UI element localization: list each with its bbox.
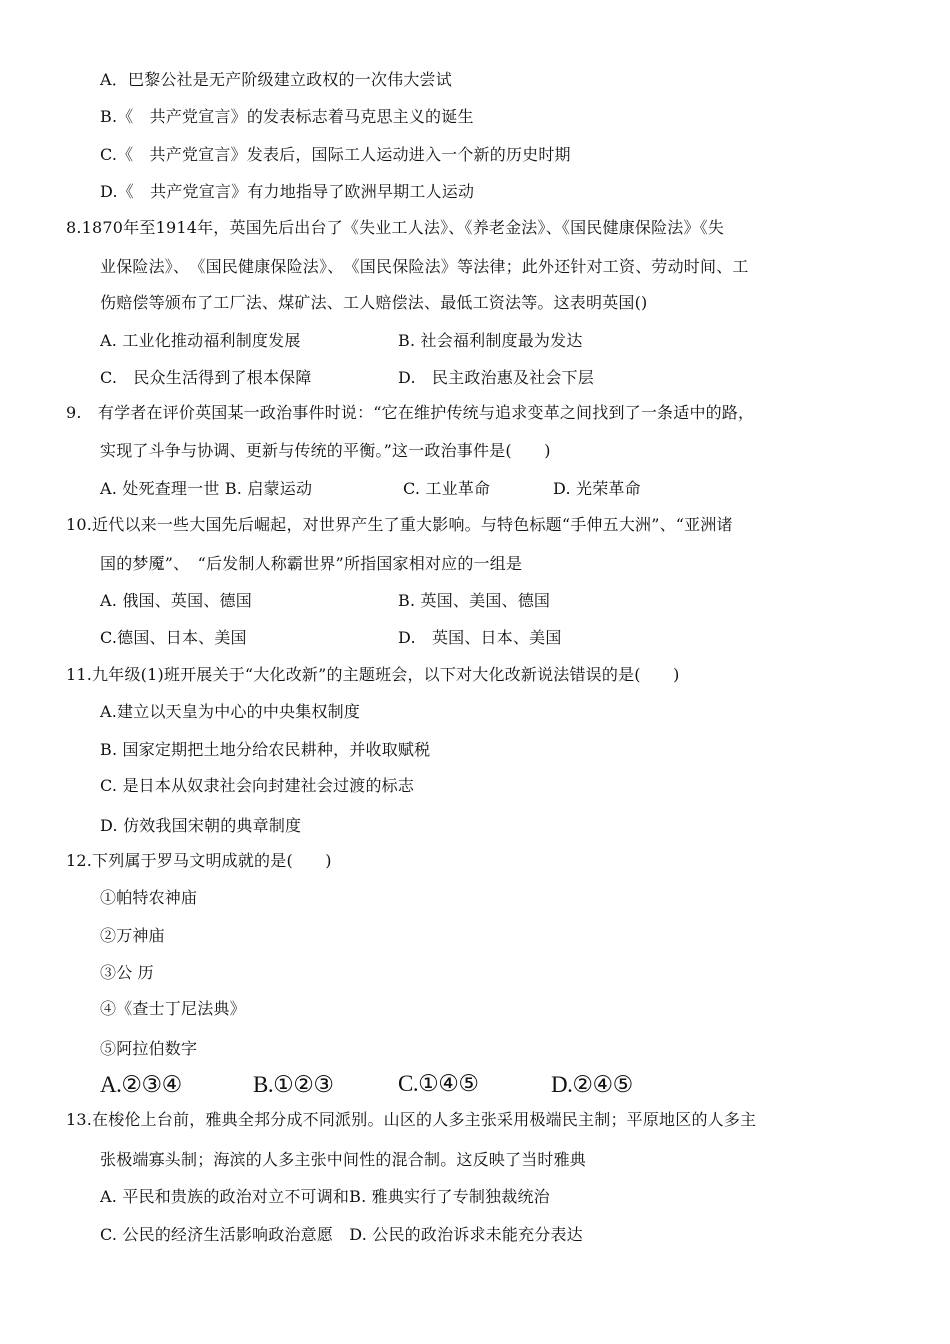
q7-option-a: A．巴黎公社是无产阶级建立政权的一次伟大尝试: [100, 70, 452, 89]
q10-option-d: D. 英国、日本、美国: [398, 628, 562, 647]
q10-option-a: A. 俄国、英国、德国: [100, 591, 252, 610]
q9-stem-line-2: 实现了斗争与协调、更新与传统的平衡。”这一政治事件是( ): [100, 441, 551, 460]
q8-option-c: C. 民众生活得到了根本保障: [100, 368, 312, 387]
q8-stem-line-1: 8.1870年至1914年，英国先后出台了《失业工人法》、《养老金法》、《国民健康保险法》《失: [66, 218, 725, 237]
q12-option-b: B.①②③: [253, 1072, 334, 1097]
q12-option-c: C.①④⑤: [398, 1071, 479, 1096]
q13-option-ab: A. 平民和贵族的政治对立不可调和B. 雅典实行了专制独裁统治: [100, 1187, 550, 1206]
q12-item-4: ④《查士丁尼法典》: [100, 999, 246, 1018]
q11-option-d: D. 仿效我国宋朝的典章制度: [100, 816, 302, 835]
q8-option-b: B. 社会福利制度最为发达: [398, 331, 583, 350]
q9-option-ab: A. 处死查理一世 B. 启蒙运动: [100, 479, 313, 498]
q12-item-5: ⑤阿拉伯数字: [100, 1039, 198, 1058]
q13-stem-line-2: 张极端寡头制；海滨的人多主张中间性的混合制。这反映了当时雅典: [100, 1150, 587, 1169]
q8-option-d: D. 民主政治惠及社会下层: [398, 368, 594, 387]
q8-stem-line-2: 业保险法》、 《国民健康保险法》、 《国民保险法》等法律；此外还针对工资、劳动时间、工: [100, 257, 749, 276]
q12-item-2: ②万神庙: [100, 926, 165, 945]
q8-option-a: A. 工业化推动福利制度发展: [100, 331, 301, 350]
q7-option-c: C.《 共产党宣言》发表后，国际工人运动进入一个新的历史时期: [100, 145, 571, 164]
q8-stem-line-3: 伤赔偿等颁布了工厂法、煤矿法、工人赔偿法、最低工资法等。这表明英国(): [100, 293, 648, 312]
q12-option-d: D.②④⑤: [551, 1072, 633, 1097]
q13-option-cd: C. 公民的经济生活影响政治意愿 D. 公民的政治诉求未能充分表达: [100, 1225, 583, 1244]
q11-option-c: C. 是日本从奴隶社会向封建社会过渡的标志: [100, 776, 415, 795]
q9-option-c: C. 工业革命: [403, 479, 491, 498]
q10-option-b: B. 英国、美国、德国: [398, 591, 551, 610]
q9-option-d: D. 光荣革命: [553, 479, 641, 498]
q10-stem-line-1: 10.近代以来一些大国先后崛起，对世界产生了重大影响。与特色标题“手伸五大洲”、“亚洲诸: [66, 515, 733, 534]
q13-stem-line-1: 13.在梭伦上台前，雅典全邦分成不同派别。山区的人多主张采用极端民主制；平原地区的人多主: [66, 1110, 757, 1129]
q11-stem-line-1: 11.九年级(1)班开展关于“大化改新”的主题班会，以下对大化改新说法错误的是( ): [66, 665, 680, 684]
q7-option-b: B.《 共产党宣言》的发表标志着马克思主义的诞生: [100, 107, 474, 126]
q12-stem-line-1: 12.下列属于罗马文明成就的是( ): [66, 851, 332, 870]
q12-item-3: ③公 历: [100, 963, 154, 982]
q10-option-c: C.德国、日本、美国: [100, 628, 247, 647]
q12-option-a: A.②③④: [100, 1072, 182, 1097]
q11-option-b: B. 国家定期把土地分给农民耕种，并收取赋税: [100, 740, 431, 759]
q11-option-a: A.建立以天皇为中心的中央集权制度: [100, 702, 361, 721]
q10-stem-line-2: 国的梦魇”、 “后发制人称霸世界”所指国家相对应的一组是: [100, 554, 523, 573]
q7-option-d: D.《 共产党宣言》有力地指导了欧洲早期工人运动: [100, 182, 475, 201]
q9-stem-line-1: 9. 有学者在评价英国某一政治事件时说：“它在维护传统与追求变革之间找到了一条适中的路，: [66, 403, 755, 422]
q12-item-1: ①帕特农神庙: [100, 888, 198, 907]
